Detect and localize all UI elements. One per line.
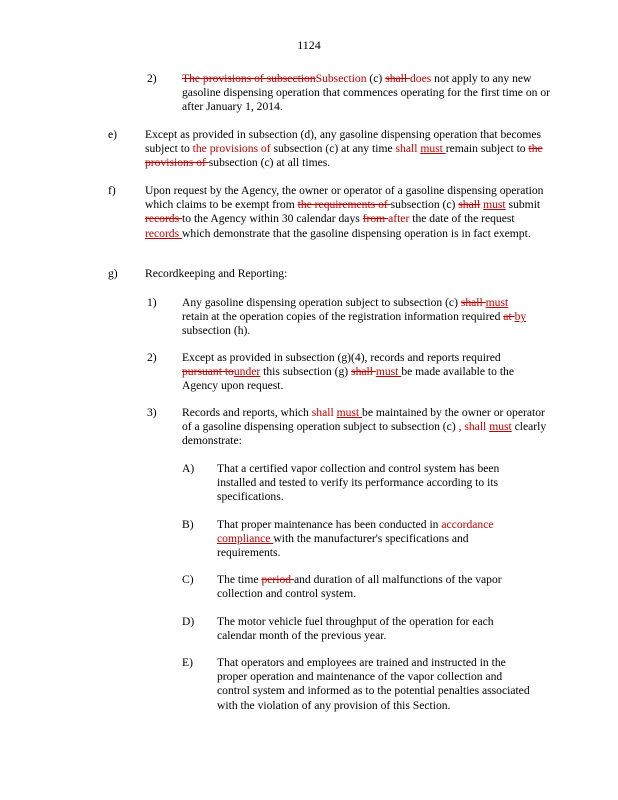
text-run: clearly demonstrate: — [182, 420, 547, 448]
deleted-text: the provisions of — [145, 142, 543, 170]
list-label: 2) — [147, 72, 157, 85]
list-label: 2) — [147, 351, 157, 364]
text-run: The motor vehicle fuel throughput of the operation for each calendar month of the previous year. — [217, 615, 494, 643]
deleted-text: shall — [458, 198, 481, 212]
paragraph-text — [217, 462, 517, 505]
text-run: Except as provided in subsection (d), any gasoline dispensing operation that becomes subject to — [145, 128, 542, 156]
deleted-text: shall — [351, 365, 376, 379]
text-run: Any gasoline dispensing operation subject to subsection (c) — [182, 296, 461, 309]
text-run: remain subject to — [445, 142, 529, 156]
deleted-text: The provisions of subsection — [182, 72, 316, 85]
text-run: to the Agency within 30 calendar days — [182, 212, 363, 226]
revised-text: after — [388, 212, 410, 226]
revised-text: Subsection — [315, 72, 367, 85]
list-label: f) — [108, 184, 116, 197]
paragraph-text — [145, 184, 548, 241]
text-run: which demonstrate that the gasoline dispensing operation is in fact exempt. — [182, 226, 531, 240]
list-label: C) — [182, 573, 194, 586]
text-run: with the manufacturer's specifications and requirements. — [217, 532, 469, 560]
deleted-text: at — [503, 310, 515, 324]
text-run: Records and reports, which — [182, 406, 312, 419]
text-run: subsection (c) — [390, 198, 459, 212]
text-run: That a certified vapor collection and control system has been installed and tested to verify its performance according to its specifications. — [217, 462, 500, 504]
paragraph-text — [145, 267, 545, 281]
inserted-text: must — [375, 365, 402, 379]
text-run: That proper maintenance has been conducted in — [217, 518, 442, 531]
list-label: e) — [108, 128, 118, 141]
text-run: be maintained by the owner or operator of a gasoline dispensing operation subject to subsection (c) — [182, 406, 545, 434]
text-run: be made available to the Agency upon request. — [182, 365, 514, 393]
paragraph-text — [182, 296, 537, 339]
deleted-text: the requirements of — [297, 198, 391, 212]
text-run: Except as provided in subsection (g)(4), records and reports required — [182, 351, 501, 364]
deleted-text: records — [145, 212, 183, 226]
deleted-text: from — [362, 212, 389, 226]
inserted-text: must — [336, 406, 363, 419]
text-run: Recordkeeping and Reporting: — [145, 267, 288, 280]
paragraph-text — [217, 518, 517, 561]
page-number: 1124 — [297, 38, 321, 52]
text-run: the date of the request — [409, 212, 515, 226]
text-run: The time — [217, 573, 262, 586]
inserted-text: must — [420, 142, 446, 156]
paragraph-text — [217, 615, 512, 643]
list-label: 1) — [147, 296, 157, 309]
text-run: That operators and employees are trained and instructed in the proper operation and maintenance of the vapor collection and control system and informed as to the potential penalties associated with the violation of any provision of this Section. — [217, 656, 530, 712]
revised-text: shall — [311, 406, 337, 419]
list-label: B) — [182, 518, 194, 531]
inserted-text: compliance — [217, 532, 274, 546]
inserted-text: must — [483, 198, 506, 212]
inserted-text: must — [485, 296, 509, 309]
list-label: 3) — [147, 406, 157, 419]
text-run: Upon request by the Agency, the owner or operator of a gasoline dispensing operation which claims to be exempt from — [145, 184, 544, 212]
text-run: and duration of all malfunctions of the vapor collection and control system. — [217, 573, 502, 601]
deleted-text: shall — [385, 72, 410, 85]
text-run: retain at the operation copies of the registration information required — [182, 310, 504, 324]
text-run: (c) — [366, 72, 386, 85]
paragraph-text — [182, 72, 557, 115]
paragraph-text — [182, 351, 542, 394]
deleted-text: period — [261, 573, 294, 586]
revised-text: the provisions of — [192, 142, 274, 156]
deleted-text: shall — [460, 296, 486, 309]
text-run: subsection (h). — [182, 324, 251, 338]
list-label: E) — [182, 656, 193, 669]
text-run: subsection (c) at any time — [273, 142, 396, 156]
text-run: not apply to any new gasoline dispensing operation that commences operating for the first time on or after January 1, 2014. — [182, 72, 551, 114]
revised-text: shall — [395, 142, 421, 156]
inserted-text: by — [514, 310, 527, 324]
revised-text: accordance — [441, 518, 494, 531]
list-label: g) — [108, 267, 118, 280]
revised-text: , shall — [458, 420, 487, 434]
paragraph-text — [145, 128, 550, 171]
text-run: submit — [505, 198, 541, 212]
list-label: D) — [182, 615, 195, 628]
deleted-text: pursuant to — [182, 365, 234, 379]
inserted-text: records — [145, 226, 183, 240]
text-run: subsection (c) at all times. — [208, 156, 331, 170]
inserted-text: under — [233, 365, 261, 379]
revised-text: does — [410, 72, 432, 85]
paragraph-text — [217, 656, 532, 713]
inserted-text: must — [489, 420, 512, 434]
paragraph-text — [217, 573, 512, 601]
text-run: this subsection (g) — [260, 365, 352, 379]
paragraph-text — [182, 406, 547, 449]
list-label: A) — [182, 462, 195, 475]
